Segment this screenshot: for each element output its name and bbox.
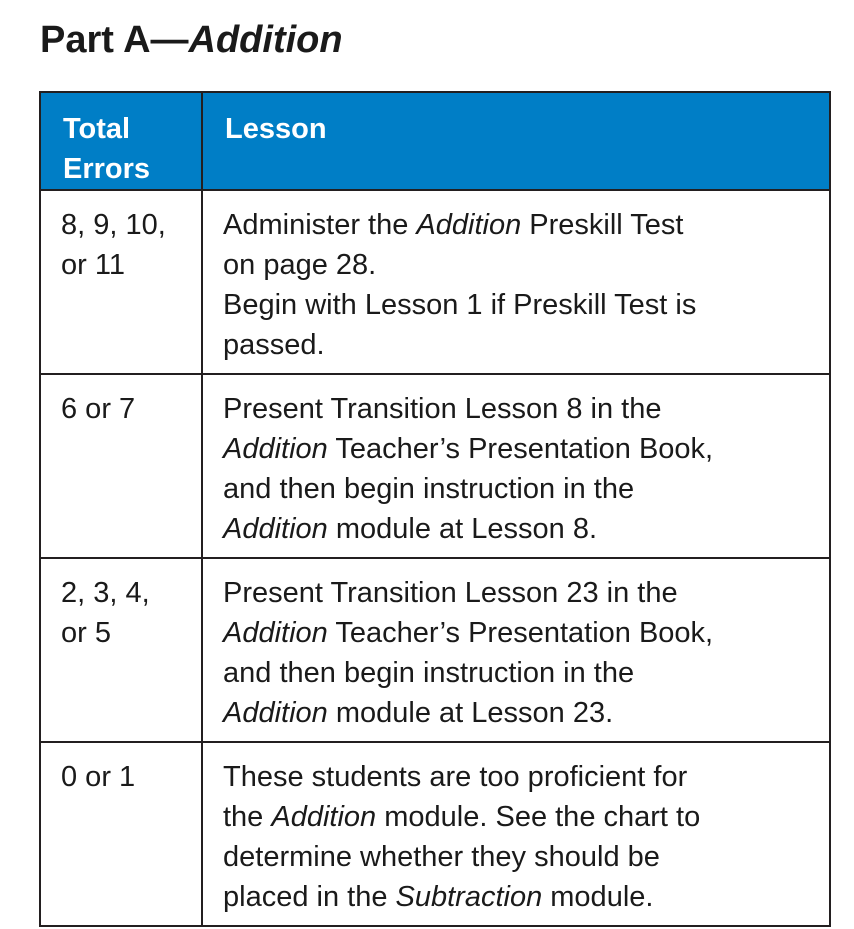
- errors-line: or 11: [61, 249, 125, 281]
- lesson-text: module at Lesson 8.: [327, 513, 598, 545]
- lesson-line: [223, 693, 817, 733]
- lesson-text: Teacher’s Presentation Book,: [327, 617, 714, 649]
- lesson-text: the: [223, 801, 272, 833]
- errors-line: 8, 9, 10,: [61, 209, 166, 241]
- lesson-line: Present Transition Lesson 23 in the: [223, 577, 678, 609]
- header-row: [40, 92, 830, 190]
- lesson-cell: [202, 558, 830, 742]
- lesson-line: and then begin instruction in the: [223, 473, 635, 505]
- lesson-line: on page 28.: [223, 249, 377, 281]
- lesson-module-name: Addition: [223, 697, 328, 729]
- errors-cell: [40, 190, 202, 374]
- header-total-errors: [40, 92, 202, 190]
- lesson-line: Present Transition Lesson 8 in the: [223, 393, 662, 425]
- lesson-line: [223, 877, 817, 917]
- lesson-text: Teacher’s Presentation Book,: [327, 433, 714, 465]
- lesson-line: [223, 797, 817, 837]
- lesson-module-name: Addition: [223, 433, 328, 465]
- header-lesson-label: Lesson: [225, 113, 327, 145]
- lesson-line: Begin with Lesson 1 if Preskill Test is: [223, 289, 697, 321]
- lesson-line: [223, 509, 817, 549]
- lesson-module-name: Addition: [416, 209, 522, 241]
- lesson-cell: [202, 742, 830, 926]
- lesson-module-name: Addition: [223, 513, 328, 545]
- lesson-module-name: Addition: [271, 801, 377, 833]
- lesson-line: and then begin instruction in the: [223, 657, 635, 689]
- table-row: [40, 190, 830, 374]
- lesson-module-name: Subtraction: [395, 881, 543, 913]
- lesson-module-name: Addition: [223, 617, 328, 649]
- errors-line: or 5: [61, 617, 111, 649]
- errors-line: 6 or 7: [61, 393, 136, 425]
- lesson-text: placed in the: [223, 881, 396, 913]
- lesson-line: [223, 429, 817, 469]
- lesson-text: module.: [542, 881, 654, 913]
- header-total-errors-line2: Errors: [63, 153, 151, 185]
- lesson-line: determine whether they should be: [223, 841, 660, 873]
- lesson-line: These students are too proficient for: [223, 761, 688, 793]
- lesson-text: module at Lesson 23.: [327, 697, 614, 729]
- errors-line: 0 or 1: [61, 761, 136, 793]
- header-lesson: [202, 92, 830, 190]
- page-title: [40, 16, 343, 64]
- lesson-line: [223, 205, 817, 245]
- errors-cell: [40, 742, 202, 926]
- lesson-text: Preskill Test: [521, 209, 684, 241]
- lesson-line: [223, 613, 817, 653]
- table-row: [40, 558, 830, 742]
- lesson-cell: [202, 374, 830, 558]
- errors-cell: [40, 558, 202, 742]
- errors-line: 2, 3, 4,: [61, 577, 150, 609]
- title-part: Part A—: [40, 19, 189, 61]
- lesson-text: Administer the: [223, 209, 417, 241]
- errors-cell: [40, 374, 202, 558]
- lesson-cell: [202, 190, 830, 374]
- table-row: [40, 742, 830, 926]
- title-module: Addition: [188, 19, 343, 61]
- header-total-errors-line1: Total: [63, 113, 131, 145]
- lesson-line: passed.: [223, 329, 325, 361]
- placement-table: [39, 91, 831, 927]
- lesson-text: module. See the chart to: [376, 801, 701, 833]
- table-row: [40, 374, 830, 558]
